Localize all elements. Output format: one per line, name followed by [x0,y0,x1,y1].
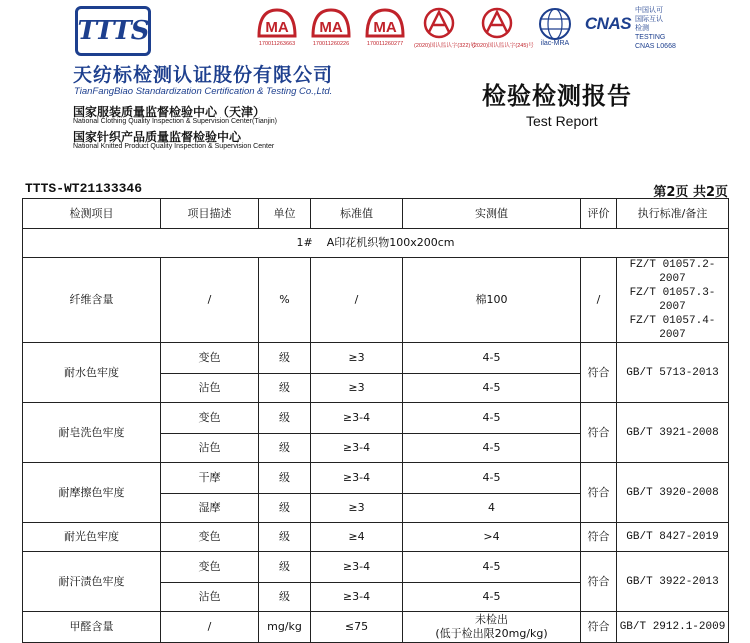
company-name-cn: 天纺标检测认证股份有限公司 [73,64,334,86]
ttts-logo: TTTS [75,6,151,56]
standard-value: ≤75 [311,612,403,643]
item-description: 变色 [161,343,259,374]
cnas-caption-line: 检测 [635,25,649,32]
cal-number: (2020)国认监认字(322)号 [414,43,476,49]
cma-icon [309,6,353,40]
unit: 级 [259,463,311,494]
cma-number: 170011260277 [366,41,404,47]
cal-mark-2 [472,6,534,49]
test-standard: GB/T 3920-2008 [617,463,729,523]
measured-value: 4-5 [403,403,581,434]
table-row [23,258,729,343]
cnas-caption [635,6,676,51]
item-description: / [161,612,259,643]
standard-value: ≥3 [311,494,403,523]
svg-text:MA: MA [265,19,289,36]
item-description: 变色 [161,523,259,552]
standard-line: FZ/T 01057.3-2007 [629,287,716,313]
standard-value: ≥3-4 [311,463,403,494]
column-header: 检测项目 [23,199,161,229]
item-description: 变色 [161,403,259,434]
table-row [23,552,729,583]
evaluation: 符合 [581,523,617,552]
unit: 级 [259,552,311,583]
test-standard: GB/T 5713-2013 [617,343,729,403]
measured-value [403,612,581,643]
cnas-caption-line: 中国认可 [635,7,663,14]
measured-value: 4-5 [403,434,581,463]
test-standard: GB/T 8427-2019 [617,523,729,552]
ilac-mra-mark [530,6,580,46]
measured-line: (低于检出限20mg/kg) [435,627,548,640]
sample-row [23,229,729,258]
item-description: 沾色 [161,374,259,403]
cnas-caption-line: CNAS L0668 [635,43,676,50]
test-item: 耐摩擦色牢度 [23,463,161,523]
cal-icon [475,6,519,40]
cma-icon [363,6,407,40]
test-item: 耐光色牢度 [23,523,161,552]
cma-mark-3 [360,6,410,47]
center1-name-cn: 国家服装质量监督检验中心（天津） [73,105,266,119]
svg-text:MA: MA [373,19,397,36]
test-standard: GB/T 2912.1-2009 [617,612,729,643]
measured-line: 未检出 [475,613,508,626]
table-row [23,523,729,552]
test-standard: GB/T 3921-2008 [617,403,729,463]
measured-value: 4-5 [403,552,581,583]
test-item: 甲醛含量 [23,612,161,643]
cma-number: 170011263663 [258,41,296,47]
column-header: 执行标准/备注 [617,199,729,229]
standard-line: FZ/T 01057.4-2007 [629,315,716,341]
evaluation: 符合 [581,403,617,463]
report-title-cn: 检验检测报告 [482,81,632,110]
unit: % [259,258,311,343]
standard-value: ≥3-4 [311,403,403,434]
measured-value: 4-5 [403,374,581,403]
cnas-logo: CNAS [584,14,632,33]
test-standard: GB/T 3922-2013 [617,552,729,612]
report-number: TTTS-WT21133346 [25,181,143,196]
center2-name-en: National Knitted Product Quality Inspection & Supervision Center [73,143,275,150]
cal-number: (2020)国认监认字(245)号 [472,43,534,49]
item-description: 干摩 [161,463,259,494]
item-description: / [161,258,259,343]
measured-value: 4-5 [403,463,581,494]
standard-value: ≥3-4 [311,434,403,463]
cma-mark-1 [252,6,302,47]
cal-icon [417,6,461,40]
cnas-mark [582,14,634,34]
unit: 级 [259,583,311,612]
standard-value: ≥3 [311,343,403,374]
company-name-en: TianFangBiao Standardization Certification & Testing Co.,Ltd. [74,86,333,97]
unit: 级 [259,403,311,434]
evaluation: 符合 [581,343,617,403]
column-header: 评价 [581,199,617,229]
test-item: 耐汗渍色牢度 [23,552,161,612]
measured-value: >4 [403,523,581,552]
page-indicator: 第2页 共2页 [653,185,728,200]
table-row [23,463,729,494]
measured-value: 4 [403,494,581,523]
globe-icon [533,6,577,46]
evaluation: 符合 [581,463,617,523]
table-row [23,343,729,374]
center2-name-cn: 国家针织产品质量监督检验中心 [73,130,242,144]
column-header: 单位 [259,199,311,229]
item-description: 沾色 [161,583,259,612]
svg-text:ilac-MRA: ilac-MRA [540,40,570,46]
test-standard [617,258,729,343]
unit: 级 [259,494,311,523]
measured-value: 棉100 [403,258,581,343]
report-title-en: Test Report [526,113,598,129]
sample-description: 1# A印花机织物100x200cm [23,229,729,258]
item-description: 湿摩 [161,494,259,523]
unit: 级 [259,523,311,552]
cnas-caption-line: 国际互认 [635,16,663,23]
measured-value: 4-5 [403,343,581,374]
column-header: 实测值 [403,199,581,229]
standard-value: ≥4 [311,523,403,552]
cma-number: 170011260226 [312,41,350,47]
item-description: 变色 [161,552,259,583]
cal-mark-1 [414,6,476,49]
standard-value: / [311,258,403,343]
svg-text:MA: MA [319,19,343,36]
results-table [22,198,729,643]
standard-value: ≥3-4 [311,583,403,612]
evaluation: / [581,258,617,343]
test-item: 纤维含量 [23,258,161,343]
unit: 级 [259,343,311,374]
measured-value: 4-5 [403,583,581,612]
cma-mark-2 [306,6,356,47]
column-header: 项目描述 [161,199,259,229]
item-description: 沾色 [161,434,259,463]
test-item: 耐水色牢度 [23,343,161,403]
evaluation: 符合 [581,612,617,643]
unit: 级 [259,374,311,403]
table-header-row [23,199,729,229]
test-item: 耐皂洗色牢度 [23,403,161,463]
center1-name-en: National Clothing Quality Inspection & Supervision Center(Tianjin) [73,118,278,125]
cnas-caption-line: TESTING [635,34,666,41]
standard-value: ≥3-4 [311,552,403,583]
unit: 级 [259,434,311,463]
standard-value: ≥3 [311,374,403,403]
unit: mg/kg [259,612,311,643]
column-header: 标准值 [311,199,403,229]
evaluation: 符合 [581,552,617,612]
table-row [23,403,729,434]
standard-line: FZ/T 01057.2-2007 [629,259,716,285]
table-row [23,612,729,643]
cma-icon [255,6,299,40]
